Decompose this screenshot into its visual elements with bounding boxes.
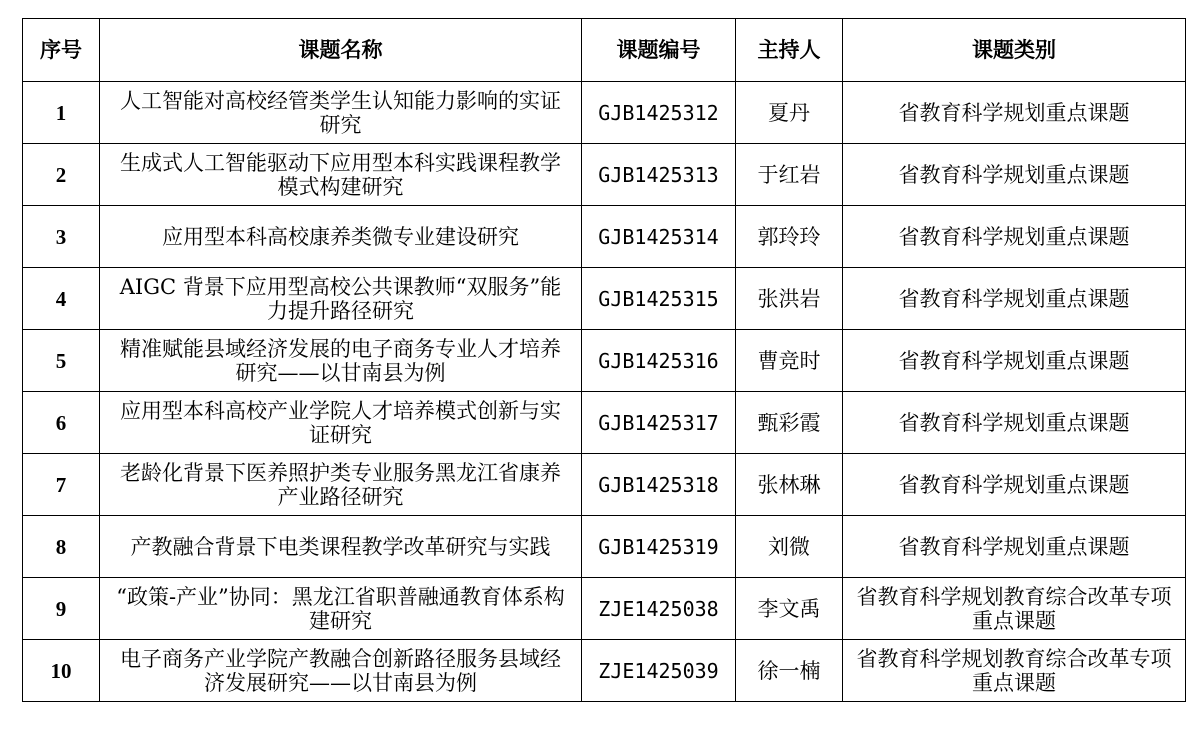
cell-title: AIGC 背景下应用型高校公共课教师“双服务”能力提升路径研究 bbox=[100, 268, 582, 330]
cell-category: 省教育科学规划重点课题 bbox=[843, 268, 1186, 330]
cell-code: GJB1425316 bbox=[582, 330, 736, 392]
cell-title: 人工智能对高校经管类学生认知能力影响的实证研究 bbox=[100, 82, 582, 144]
cell-host: 张洪岩 bbox=[736, 268, 843, 330]
cell-category: 省教育科学规划重点课题 bbox=[843, 454, 1186, 516]
cell-title: 老龄化背景下医养照护类专业服务黑龙江省康养产业路径研究 bbox=[100, 454, 582, 516]
table-row bbox=[23, 330, 1186, 392]
cell-title: “政策-产业”协同：黑龙江省职普融通教育体系构建研究 bbox=[100, 578, 582, 640]
table-row bbox=[23, 516, 1186, 578]
project-table bbox=[22, 18, 1186, 702]
table-row bbox=[23, 268, 1186, 330]
cell-seq: 10 bbox=[23, 640, 100, 702]
cell-seq: 2 bbox=[23, 144, 100, 206]
cell-host: 李文禹 bbox=[736, 578, 843, 640]
table-row bbox=[23, 640, 1186, 702]
cell-host: 郭玲玲 bbox=[736, 206, 843, 268]
table-row bbox=[23, 206, 1186, 268]
cell-code: GJB1425314 bbox=[582, 206, 736, 268]
cell-category: 省教育科学规划重点课题 bbox=[843, 144, 1186, 206]
cell-code: GJB1425313 bbox=[582, 144, 736, 206]
cell-category: 省教育科学规划重点课题 bbox=[843, 206, 1186, 268]
cell-host: 于红岩 bbox=[736, 144, 843, 206]
cell-title: 精准赋能县域经济发展的电子商务专业人才培养研究——以甘南县为例 bbox=[100, 330, 582, 392]
cell-seq: 3 bbox=[23, 206, 100, 268]
header-seq: 序号 bbox=[23, 19, 100, 82]
cell-code: ZJE1425038 bbox=[582, 578, 736, 640]
cell-category: 省教育科学规划重点课题 bbox=[843, 330, 1186, 392]
header-host: 主持人 bbox=[736, 19, 843, 82]
header-category: 课题类别 bbox=[843, 19, 1186, 82]
cell-category: 省教育科学规划重点课题 bbox=[843, 516, 1186, 578]
cell-seq: 1 bbox=[23, 82, 100, 144]
table-row bbox=[23, 454, 1186, 516]
cell-code: GJB1425317 bbox=[582, 392, 736, 454]
cell-seq: 9 bbox=[23, 578, 100, 640]
cell-code: ZJE1425039 bbox=[582, 640, 736, 702]
cell-title: 应用型本科高校康养类微专业建设研究 bbox=[100, 206, 582, 268]
cell-title: 生成式人工智能驱动下应用型本科实践课程教学模式构建研究 bbox=[100, 144, 582, 206]
cell-seq: 7 bbox=[23, 454, 100, 516]
cell-host: 刘微 bbox=[736, 516, 843, 578]
cell-category: 省教育科学规划教育综合改革专项重点课题 bbox=[843, 578, 1186, 640]
cell-title: 产教融合背景下电类课程教学改革研究与实践 bbox=[100, 516, 582, 578]
header-title: 课题名称 bbox=[100, 19, 582, 82]
table-row bbox=[23, 578, 1186, 640]
cell-title: 应用型本科高校产业学院人才培养模式创新与实证研究 bbox=[100, 392, 582, 454]
cell-seq: 6 bbox=[23, 392, 100, 454]
cell-code: GJB1425319 bbox=[582, 516, 736, 578]
table-header-row bbox=[23, 19, 1186, 82]
cell-host: 徐一楠 bbox=[736, 640, 843, 702]
cell-code: GJB1425315 bbox=[582, 268, 736, 330]
header-code: 课题编号 bbox=[582, 19, 736, 82]
cell-seq: 8 bbox=[23, 516, 100, 578]
cell-seq: 5 bbox=[23, 330, 100, 392]
cell-host: 甄彩霞 bbox=[736, 392, 843, 454]
cell-category: 省教育科学规划教育综合改革专项重点课题 bbox=[843, 640, 1186, 702]
cell-host: 张林琳 bbox=[736, 454, 843, 516]
cell-category: 省教育科学规划重点课题 bbox=[843, 392, 1186, 454]
table-row bbox=[23, 82, 1186, 144]
table-row bbox=[23, 144, 1186, 206]
table-row bbox=[23, 392, 1186, 454]
cell-host: 曹竞时 bbox=[736, 330, 843, 392]
cell-category: 省教育科学规划重点课题 bbox=[843, 82, 1186, 144]
cell-title: 电子商务产业学院产教融合创新路径服务县域经济发展研究——以甘南县为例 bbox=[100, 640, 582, 702]
cell-seq: 4 bbox=[23, 268, 100, 330]
cell-code: GJB1425312 bbox=[582, 82, 736, 144]
cell-host: 夏丹 bbox=[736, 82, 843, 144]
cell-code: GJB1425318 bbox=[582, 454, 736, 516]
project-table-container bbox=[22, 18, 1186, 702]
